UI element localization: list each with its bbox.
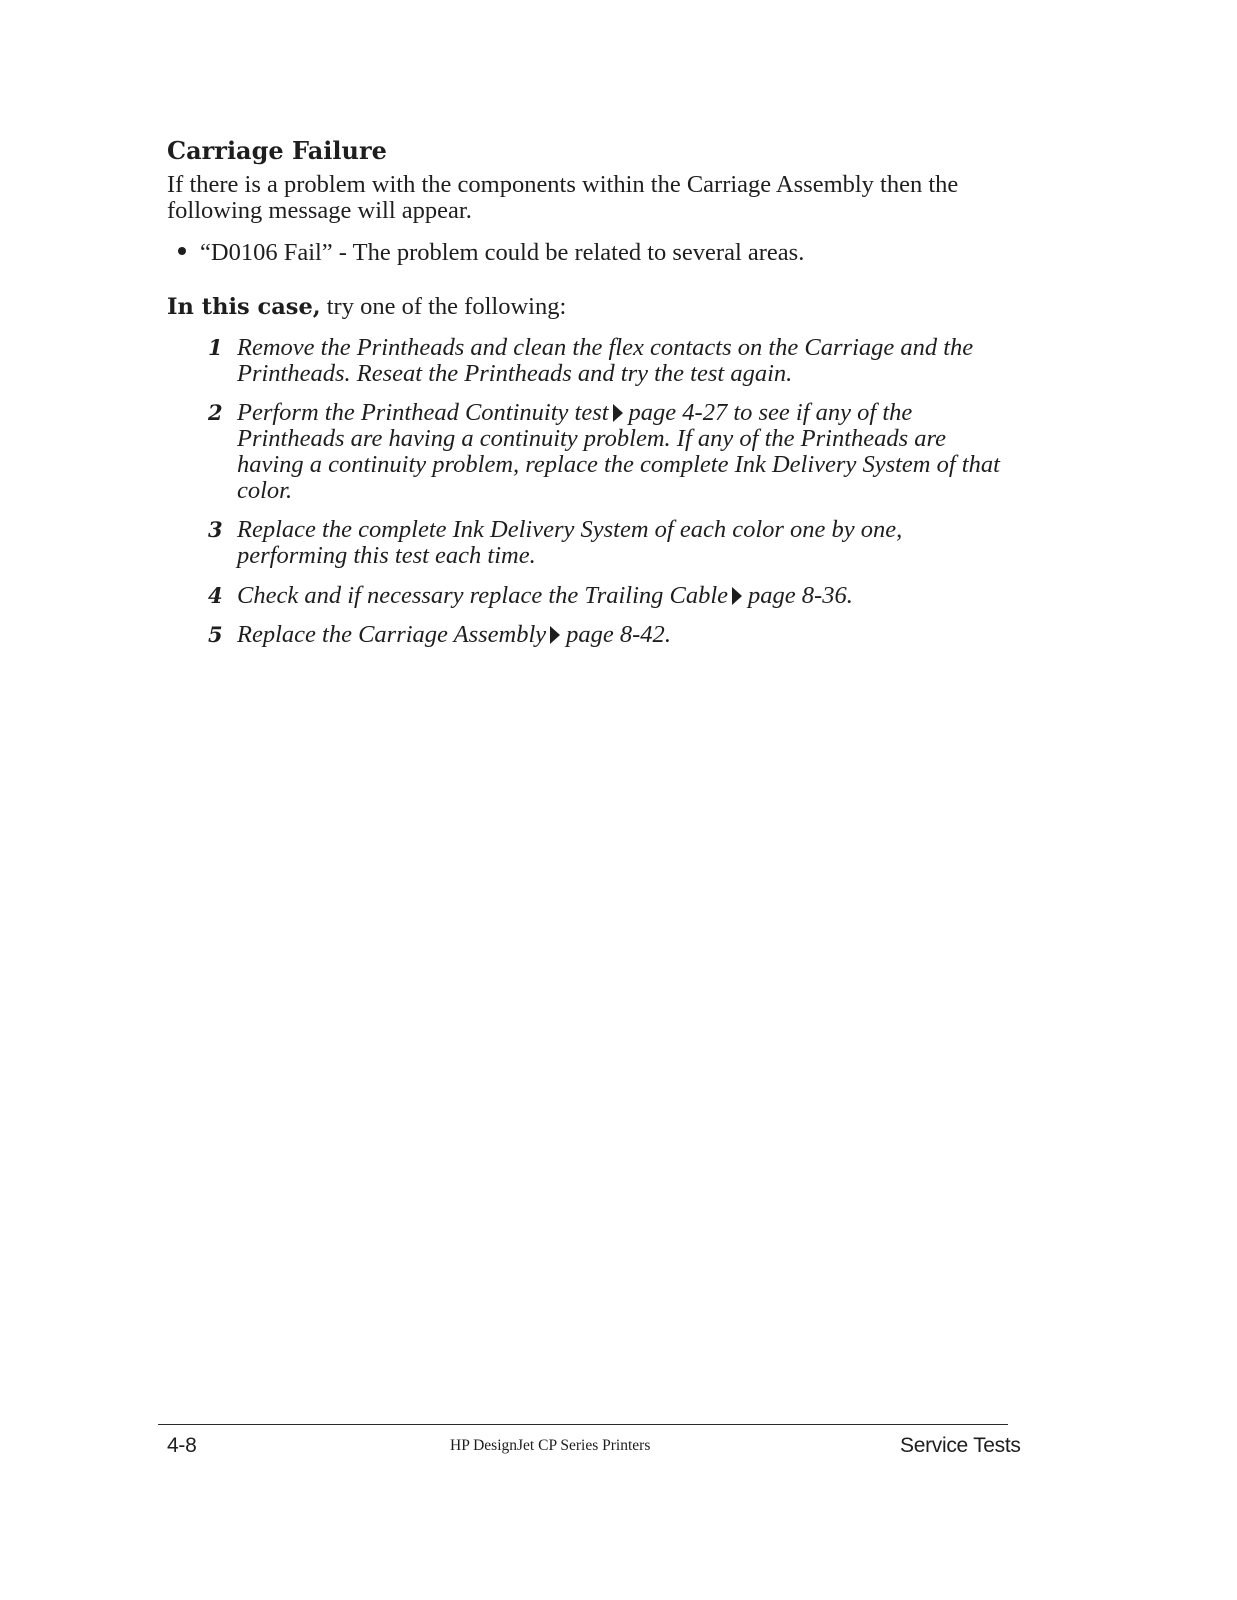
instruction-lead: [167, 293, 566, 321]
step-text: Perform the Printhead Continuity test: [237, 399, 609, 427]
step-text-continued: .: [664, 621, 671, 649]
step-text-continued: .: [846, 581, 853, 609]
right-pointer-icon: [550, 626, 560, 644]
step-text: Replace the Carriage Assembly: [237, 621, 547, 649]
step-1: [208, 335, 1008, 386]
step-text: Remove the Printheads and clean the flex contacts on the Carriage and the Printheads. Reseat the Printheads and try the test again.: [237, 334, 974, 387]
page-reference-link[interactable]: page 4-27: [628, 399, 728, 427]
section-title: Carriage Failure: [167, 136, 387, 165]
step-text: Check and if necessary replace the Trailing Cable: [237, 581, 729, 609]
instruction-lead-bold: In this case,: [167, 294, 321, 320]
step-number: 5: [208, 622, 223, 648]
error-message-bullet: [175, 239, 1025, 267]
bullet-text: “D0106 Fail” - The problem could be related to several areas.: [200, 239, 805, 266]
page-reference-link[interactable]: page 8-42: [566, 621, 665, 649]
step-2: [208, 400, 1008, 503]
footer-divider: [158, 1424, 1008, 1425]
step-number: 1: [208, 335, 223, 360]
step-5: [208, 622, 1008, 648]
intro-paragraph: If there is a problem with the components within the Carriage Assembly then the following message will appear.: [167, 171, 959, 224]
step-number: 2: [208, 400, 223, 426]
step-3: [208, 517, 1008, 568]
step-4: [208, 583, 1008, 609]
page-number: 4-8: [167, 1434, 197, 1457]
step-number: 3: [208, 517, 223, 543]
step-number: 4: [208, 582, 223, 608]
chapter-name: Service Tests: [900, 1434, 1021, 1457]
right-pointer-icon: [732, 587, 742, 605]
instruction-lead-rest: try one of the following:: [320, 293, 567, 320]
troubleshooting-steps: [208, 335, 1008, 662]
right-pointer-icon: [613, 404, 623, 422]
bullet-dot-icon: [178, 247, 186, 255]
step-text: Replace the complete Ink Delivery System of each color one by one, performing this test each time.: [237, 516, 903, 569]
product-name: HP DesignJet CP Series Printers: [450, 1437, 651, 1454]
step-text-continued: to see if any of the Printheads are having a continuity problem. If any of the Printheads are having a continuity problem, replace the complete Ink Delivery System of that color.: [237, 399, 1000, 504]
page-reference-link[interactable]: page 8-36: [748, 581, 847, 609]
